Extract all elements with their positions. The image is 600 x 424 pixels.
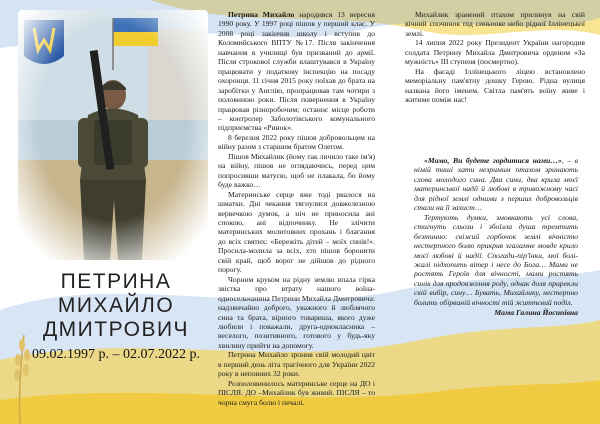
memorial-paragraph-3: На фасаді Іллінецького ліцею встановлено меморіальну пам'ятну дошку Герою. Рідна вулиця названа його іменем. Світла пам'ять воїну живе і житиме поміж нас!: [405, 66, 585, 105]
bio-paragraph-5: Чорним круком на рідну землю впала гірка звістка про втрату нашого воїна-односельчанина Петрини Михайла Дмитровича: надзвичайно доброго, уважного й люблячого сина та брата, вірного товариша, якого дуже любили і поважали, друга-однокласника – веселого, позитивного, готового у будь-яку хвилину прийти на допомогу.: [218, 274, 375, 350]
quote-text-1: , – в німій тиші хати незримим птахом зринають слова молодого сина. Два сини, два крила моєї материнської надії й любові в тривожному часі для рідної землі одними з перших добровольців стали на її захист…: [414, 156, 578, 213]
quote-lead: «Мамо, Ви будете гордитися нами…»: [424, 156, 562, 165]
name-block: [10, 270, 222, 363]
bio-paragraph-4: Материнське серце вже тоді рвалося на шматки. Дні чекання тягнулися довжелезною вервечкою думок, а ніч не приносила ані спокою, ані відпочинку. Не злічити материнських молитовних прохань і благання до всіх святих: «Бережіть дітей – моїх синів!». Просила-молила за всіх, хто пішов боронити свій край, щоб ворог не дійшов до рідного порогу.: [218, 189, 375, 275]
soldier-photo-graphic: [18, 10, 208, 260]
bio-name: Петрина Михайло: [228, 10, 295, 19]
biography-column: [218, 10, 375, 407]
name-patronymic: ДМИТРОВИЧ: [42, 318, 190, 341]
quote-author: Мама Галина Йосипівна: [494, 308, 578, 318]
quote-paragraph-2: Тертують думки, змовкають усі слова, стигнуть сльози і збоїлла душа тремтить безтинно: свіжий горбочок землі вічністю нестерпного болю прикрив згаламне мовде крило моєї любові й надії. Спогади-пір'їнки, мої болі-жалі підхопить вітер і несе до Бога… Мами не ростять Героїв для вічності, мами ростять синів для продовження роду, однак доля прирекли свій вибір, сину… Бувать, Михайлику, нестерпно болить обірваній вічності тій життєвий поділ.: [414, 212, 578, 307]
bio-paragraph-3: Пішов Михайлик (йому так личило таке ім'я) на війну, пішов не оглядаючись, перед цим попросивши матусю, щоб не плакала, бо йому буде важко…: [218, 151, 375, 190]
memorial-paragraph-2: 14 липня 2022 року Президент України нагородив солдата Петрину Михайла Дмитровича орденом «За мужність» III ступеня (посмертно).: [405, 38, 585, 67]
soldier-photo: [18, 10, 208, 260]
bio-paragraph-2: 8 березня 2022 року пішов добровольцем на війну разом з старшим братом Олегом.: [218, 132, 375, 152]
name-first: ПЕТРИНА МИХАЙЛО: [57, 270, 175, 317]
mother-quote: [414, 156, 578, 318]
bio-paragraph-1: [218, 10, 375, 133]
bio-paragraph-7: Розполовинилось материнське серце на ДО і ПІСЛЯ. ДО –Михайлик був живий. ПІСЛЯ – то чорна смуга болю і печалі.: [218, 378, 375, 407]
bio-paragraph-6: Петрина Михайло зронив свій молодий цвіт в перший день літа трагічного для України 2022 року в неповних 32 роки.: [218, 350, 375, 379]
memorial-column: [405, 10, 585, 105]
bio-text-1: народився 13 вересня 1990 року. У 1997 році пішов у перший клас. У 2008 році закінчив школу і вступив до Коломийського ВПТУ №17. Після закінчення навчання в училищі був призваний до армії. Після строкової служби влаштувався в Україну працювати у податкову інспекцію на посаду охоронця. 11 січня 2015 року поїхав до брата на заробітки у Англію, пропрацював там чотири з половиною роки. Після повернення в Україну працював різноробочим; останнє місце роботи – контролер Заболотівського комунального підприємства «Ринок».: [218, 10, 375, 133]
quote-paragraph-1: [414, 156, 578, 213]
life-dates: 09.02.1997 р. – 02.07.2022 р.: [32, 347, 200, 362]
memorial-paragraph-1: Михайлик зранений птахом прилинув на свій вічний спочинок під синьооке небо рідної Іллінецької землі.: [405, 10, 585, 38]
